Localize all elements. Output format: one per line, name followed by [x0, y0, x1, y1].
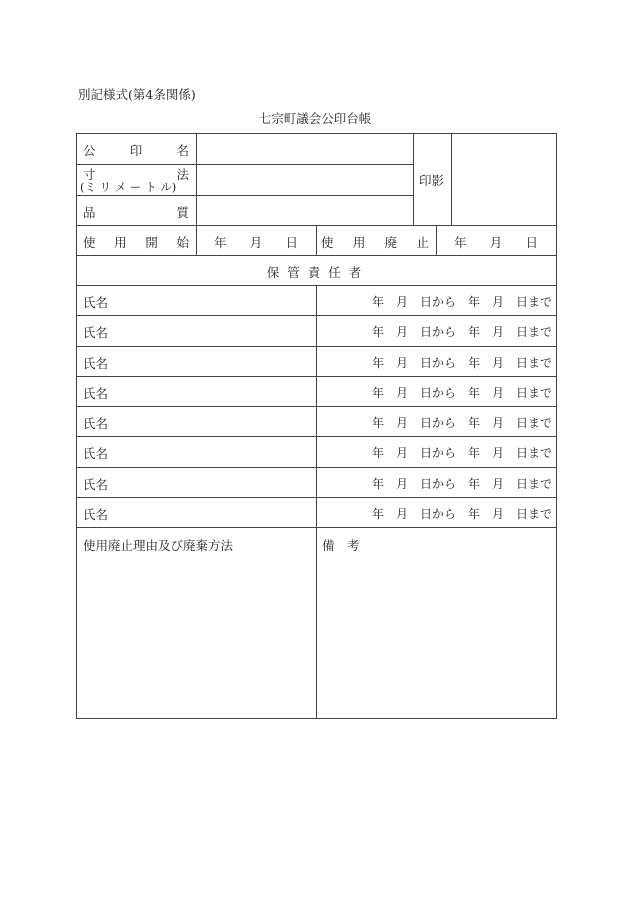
size-unit-label: (ミ リ メ ー ト ル) [80, 180, 177, 194]
custodian-period: 年 月 日から 年 月 日まで [372, 416, 553, 430]
custodian-period: 年 月 日から 年 月 日まで [372, 446, 553, 461]
date-char: 月 [249, 235, 263, 250]
label-char: 法 [176, 167, 189, 182]
custodian-period: 年 月 日から 年 月 日まで [372, 506, 553, 521]
quality-label [83, 203, 189, 221]
form-caption: 別記様式(第4条関係) [78, 87, 196, 102]
date-char: 日 [525, 235, 538, 250]
label-char: 始 [176, 235, 189, 250]
custodian-header: 保 管 責 任 者 [266, 265, 364, 280]
date-divider [196, 225, 197, 256]
label-column-divider [196, 133, 197, 225]
seal-name-label [83, 141, 189, 159]
use-end-date [454, 233, 538, 251]
custodian-name-label: 氏名 [83, 325, 109, 341]
label-char: 名 [176, 143, 189, 158]
custodian-period: 年 月 日から 年 月 日まで [372, 325, 553, 340]
date-divider [436, 225, 437, 256]
use-start-label [83, 233, 189, 251]
label-char: 廃 [384, 235, 398, 250]
date-char: 年 [214, 235, 227, 250]
label-char: 使 [321, 235, 334, 250]
custodian-period: 年 月 日から 年 月 日まで [372, 476, 553, 491]
date-char: 日 [285, 235, 298, 250]
custodian-name-label: 氏名 [83, 446, 109, 462]
label-char: 止 [416, 235, 429, 250]
custodian-name-label: 氏名 [83, 385, 109, 401]
custodian-name-label: 氏名 [83, 476, 109, 492]
row-line [76, 255, 557, 256]
custodian-period: 年 月 日から 年 月 日まで [372, 295, 553, 309]
custodian-name-label: 氏名 [83, 355, 109, 371]
custodian-name-label: 氏名 [83, 416, 109, 431]
custodian-period: 年 月 日から 年 月 日まで [372, 355, 553, 370]
abolish-reason-label: 使用廃止理由及び廃棄方法 [83, 538, 234, 553]
row-line [76, 195, 414, 196]
custodian-name-label: 氏名 [83, 295, 109, 310]
label-char: 使 [83, 235, 96, 250]
remarks-label: 備 考 [322, 538, 360, 553]
impression-divider [451, 133, 452, 225]
custodian-period: 年 月 日から 年 月 日まで [372, 385, 553, 400]
label-char: 開 [145, 235, 158, 250]
label-char: 質 [176, 205, 189, 220]
date-divider [316, 225, 317, 256]
value-column-divider [413, 133, 414, 225]
impression-label: 印影 [419, 173, 445, 188]
date-char: 月 [489, 235, 503, 250]
label-char: 用 [352, 235, 366, 250]
label-char: 印 [129, 143, 143, 158]
use-end-label [321, 233, 429, 251]
page-title: 七宗町議会公印台帳 [258, 111, 372, 126]
custodian-name-label: 氏名 [83, 506, 109, 522]
label-char: 公 [83, 143, 96, 158]
use-start-date [214, 233, 298, 251]
label-char: 用 [114, 235, 127, 250]
label-char: 寸 [83, 167, 96, 182]
date-char: 年 [454, 235, 467, 250]
bottom-divider [316, 285, 317, 719]
label-char: 品 [83, 205, 96, 220]
